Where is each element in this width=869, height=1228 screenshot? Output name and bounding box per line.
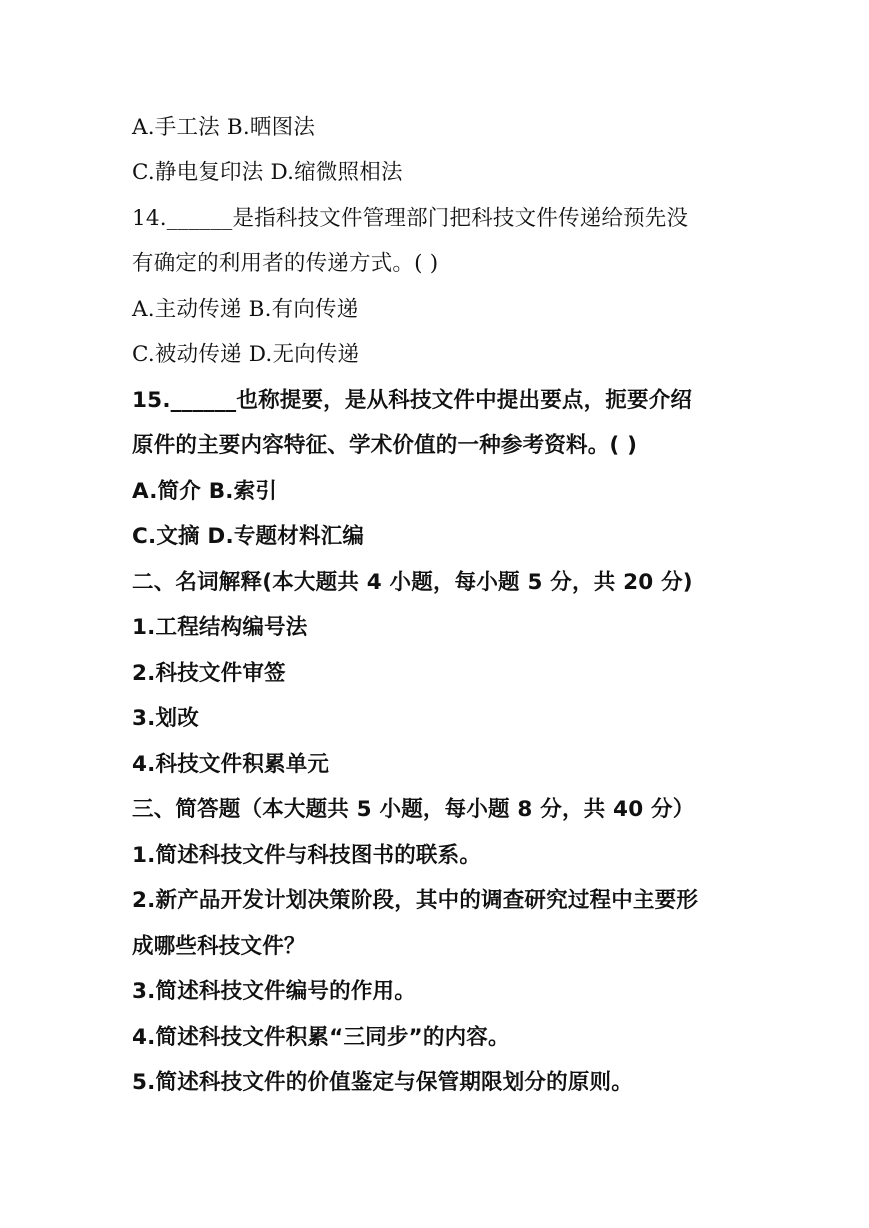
section-3-item-1: 1.简述科技文件与科技图书的联系。	[132, 843, 482, 868]
section-3-heading: 三、简答题（本大题共 5 小题，每小题 8 分，共 40 分）	[132, 797, 695, 822]
q14-options-line-2: C.被动传递 D.无向传递	[132, 342, 360, 367]
section-2-heading: 二、名词解释(本大题共 4 小题，每小题 5 分，共 20 分)	[132, 570, 693, 595]
section-2-item-3: 3.划改	[132, 706, 199, 731]
q15-options-line-2: C.文摘 D.专题材料汇编	[132, 524, 365, 549]
q13-options-line-2: C.静电复印法 D.缩微照相法	[132, 160, 403, 185]
q15-stem-line-2: 原件的主要内容特征、学术价值的一种参考资料。( )	[132, 433, 638, 458]
section-3-item-3: 3.简述科技文件编号的作用。	[132, 979, 416, 1004]
q14-options-line-1: A.主动传递 B.有向传递	[132, 297, 359, 322]
q13-options-line-1: A.手工法 B.晒图法	[132, 115, 316, 140]
q15-stem-line-1: 15.______也称提要，是从科技文件中提出要点，扼要介绍	[132, 388, 693, 413]
section-2-item-1: 1.工程结构编号法	[132, 615, 308, 640]
section-3-item-5: 5.简述科技文件的价值鉴定与保管期限划分的原则。	[132, 1070, 633, 1095]
q14-stem-line-2: 有确定的利用者的传递方式。( )	[132, 251, 439, 276]
q15-options-line-1: A.简介 B.索引	[132, 479, 278, 504]
section-2-item-2: 2.科技文件审签	[132, 661, 286, 686]
q14-stem-line-1: 14.______是指科技文件管理部门把科技文件传递给预先没	[132, 206, 689, 231]
section-2-item-4: 4.科技文件积累单元	[132, 752, 330, 777]
section-3-item-4: 4.简述科技文件积累“三同步”的内容。	[132, 1025, 510, 1050]
section-3-item-2-line-1: 2.新产品开发计划决策阶段，其中的调查研究过程中主要形	[132, 888, 699, 913]
section-3-item-2-line-2: 成哪些科技文件？	[132, 934, 306, 959]
